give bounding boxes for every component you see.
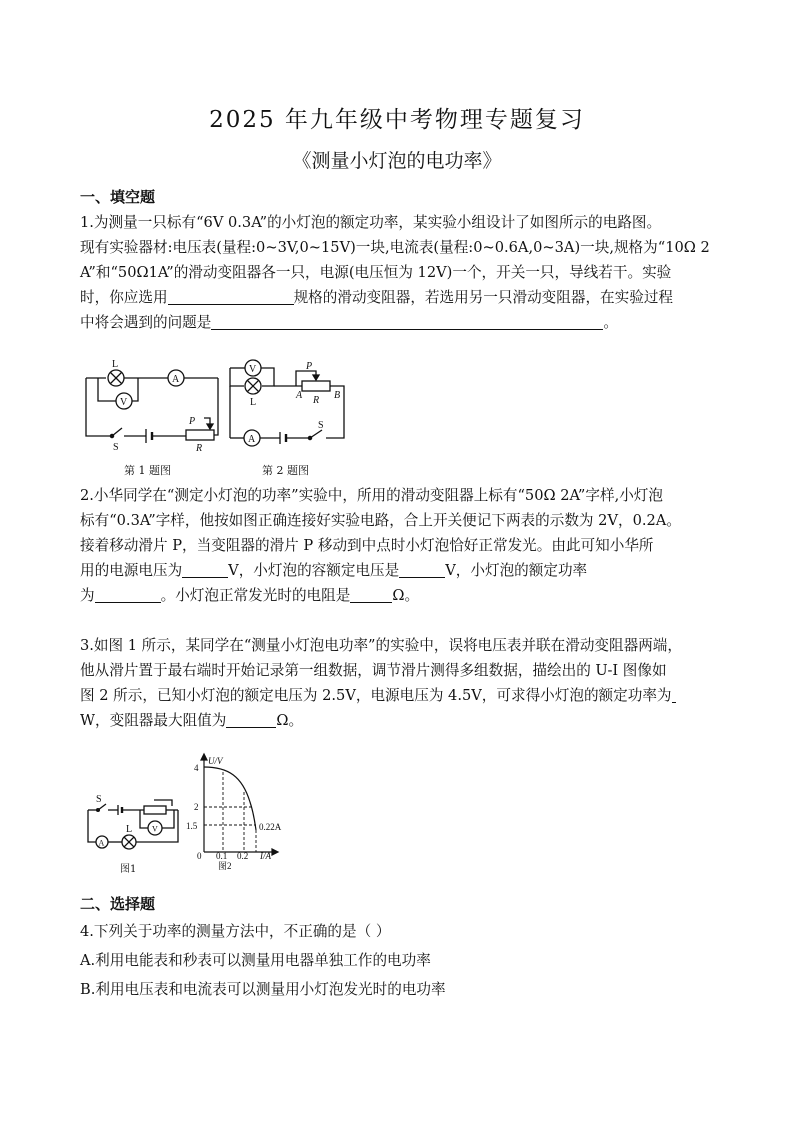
q2-blank-resistance[interactable] xyxy=(350,585,392,603)
fig2-label-v: V xyxy=(249,364,257,375)
q1-line xyxy=(80,310,720,335)
figure-1-circuit xyxy=(76,358,226,478)
graph-caption: 图2 xyxy=(218,861,232,870)
fig1-label-p: P xyxy=(189,416,196,427)
q2-text: V，小灯泡的额定功率 xyxy=(445,562,588,579)
fig3-label-l: L xyxy=(126,824,133,835)
q2-text: 用的电源电压为 xyxy=(80,562,183,579)
graph-xlabel: I/A xyxy=(260,851,271,861)
fig3-label-a: A xyxy=(98,838,105,848)
q3-text: Ω。 xyxy=(276,712,304,729)
q1-text: 。 xyxy=(603,314,618,331)
fig2-label-ammeter: A xyxy=(248,434,256,445)
q1-text: 时，你应选用 xyxy=(80,289,168,306)
fig1-label-s: S xyxy=(113,442,119,453)
q2-line: 接着移动滑片 P，当变阻器的滑片 P 移动到中点时小灯泡恰好正常发光。由此可知小华所 xyxy=(80,537,654,554)
fig1-label-r: R xyxy=(196,443,203,454)
page-title: 2025 年九年级中考物理专题复习 xyxy=(209,107,585,133)
rheostat-r xyxy=(186,430,214,440)
q3-line: 他从滑片置于最右端时开始记录第一组数据，调节滑片测得多组数据，描绘出的 U-I 图像如 xyxy=(80,662,667,679)
q3-line xyxy=(80,708,720,733)
q2-text: V，小灯泡的容额定电压是 xyxy=(228,562,400,579)
fig2-label-s: S xyxy=(318,420,324,431)
q2-blank-supply-voltage[interactable] xyxy=(182,560,228,578)
question-4-stem: 4.下列关于功率的测量方法中，不正确的是（ ） xyxy=(80,923,391,940)
graph-annotation: 0.22A xyxy=(259,822,282,832)
q2-text: 。小灯泡正常发光时的电阻是 xyxy=(160,587,351,604)
question-4-option-b[interactable]: B.利用电压表和电流表可以测量用小灯泡发光时的电功率 xyxy=(80,981,446,998)
fig1-label-l: L xyxy=(112,359,119,370)
page-subtitle: 《测量小灯泡的电功率》 xyxy=(292,150,502,172)
q1-text: 中将会遇到的问题是 xyxy=(80,314,212,331)
figure-1-caption: 第 1 题图 xyxy=(124,464,171,477)
fig3-label-v: V xyxy=(152,824,158,834)
fig2-label-b-end: B xyxy=(334,390,341,401)
switch-s xyxy=(310,430,322,438)
q1-line: 1.为测量一只标有“6V 0.3A”的小灯泡的额定功率，某实验小组设计了如图所示的电路图。 xyxy=(80,214,662,231)
graph-ylabel: U/V xyxy=(208,756,223,766)
q2-blank-rated-power[interactable] xyxy=(95,585,161,603)
section-fill-heading: 一、填空题 xyxy=(80,188,156,206)
q2-text: Ω。 xyxy=(392,587,420,604)
figure-2-caption: 第 2 题图 xyxy=(262,464,309,477)
q2-line: 2.小华同学在“测定小灯泡的功率”实验中，所用的滑动变阻器上标有“50Ω 2A”字样,小灯泡 xyxy=(80,487,663,504)
q1-line: 现有实验器材:电压表(量程:0~3V,0~15V)一块,电流表(量程:0~0.6A,0~3A)一块,规格为“10Ω 2 xyxy=(80,239,710,256)
question-4-option-a[interactable]: A.利用电能表和秒表可以测量用电器单独工作的电功率 xyxy=(80,952,431,969)
q1-blank-problem[interactable] xyxy=(211,312,603,330)
question-3 xyxy=(80,633,720,733)
q1-blank-rheostat[interactable] xyxy=(168,287,294,305)
q3-blank-rated-power[interactable] xyxy=(672,685,676,703)
q3-line: 3.如图 1 所示，某同学在“测量小灯泡电功率”的实验中，误将电压表并联在滑动变阻器两端， xyxy=(80,637,682,654)
fig1-label-a: A xyxy=(172,374,180,385)
rheostat-r xyxy=(302,381,330,391)
ui-curve xyxy=(204,767,256,830)
fig3-label-s: S xyxy=(96,794,102,805)
q1-line xyxy=(80,285,720,310)
question-2 xyxy=(80,483,720,608)
figure-4-ui-graph xyxy=(180,752,290,870)
q3-line xyxy=(80,683,720,708)
q2-line: 标有“0.3A”字样，他按如图正确连接好实验电路，合上开关便记下两表的示数为 2V，0.2A。 xyxy=(80,512,681,529)
figure-3-caption: 图1 xyxy=(120,864,137,875)
graph-ytick-2: 2 xyxy=(194,802,199,812)
q2-text: 为 xyxy=(80,587,95,604)
fig1-label-v: V xyxy=(120,397,128,408)
fig2-label-l: L xyxy=(250,397,257,408)
fig2-label-a-end: A xyxy=(296,390,303,401)
figure-2-circuit xyxy=(222,356,352,476)
q2-line xyxy=(80,583,720,608)
q2-blank-rated-voltage[interactable] xyxy=(399,560,445,578)
graph-xtick-01: 0.1 xyxy=(216,851,228,861)
figure-3-circuit xyxy=(78,790,188,878)
fig2-label-p: P xyxy=(306,361,313,372)
q3-text: 图 2 所示，已知小灯泡的额定电压为 2.5V，电源电压为 4.5V，可求得小灯泡的额定功率为 xyxy=(80,687,672,704)
question-1 xyxy=(80,210,720,335)
graph-ytick-4: 4 xyxy=(194,763,199,773)
rheostat xyxy=(144,806,166,814)
q1-line: A”和“50Ω1A”的滑动变阻器各一只，电源(电压恒为 12V)一个，开关一只，导线若干。实验 xyxy=(80,264,672,281)
q3-text: W，变阻器最大阻值为 xyxy=(80,712,227,729)
section-choice-heading: 二、选择题 xyxy=(80,895,156,913)
q1-text: 规格的滑动变阻器，若选用另一只滑动变阻器，在实验过程 xyxy=(293,289,674,306)
q2-line xyxy=(80,558,720,583)
graph-xtick-0: 0 xyxy=(197,851,202,861)
graph-ytick-15: 1.5 xyxy=(186,821,198,831)
fig2-label-r: R xyxy=(313,395,320,406)
graph-xtick-02: 0.2 xyxy=(237,851,249,861)
q3-blank-max-resistance[interactable] xyxy=(226,710,276,728)
